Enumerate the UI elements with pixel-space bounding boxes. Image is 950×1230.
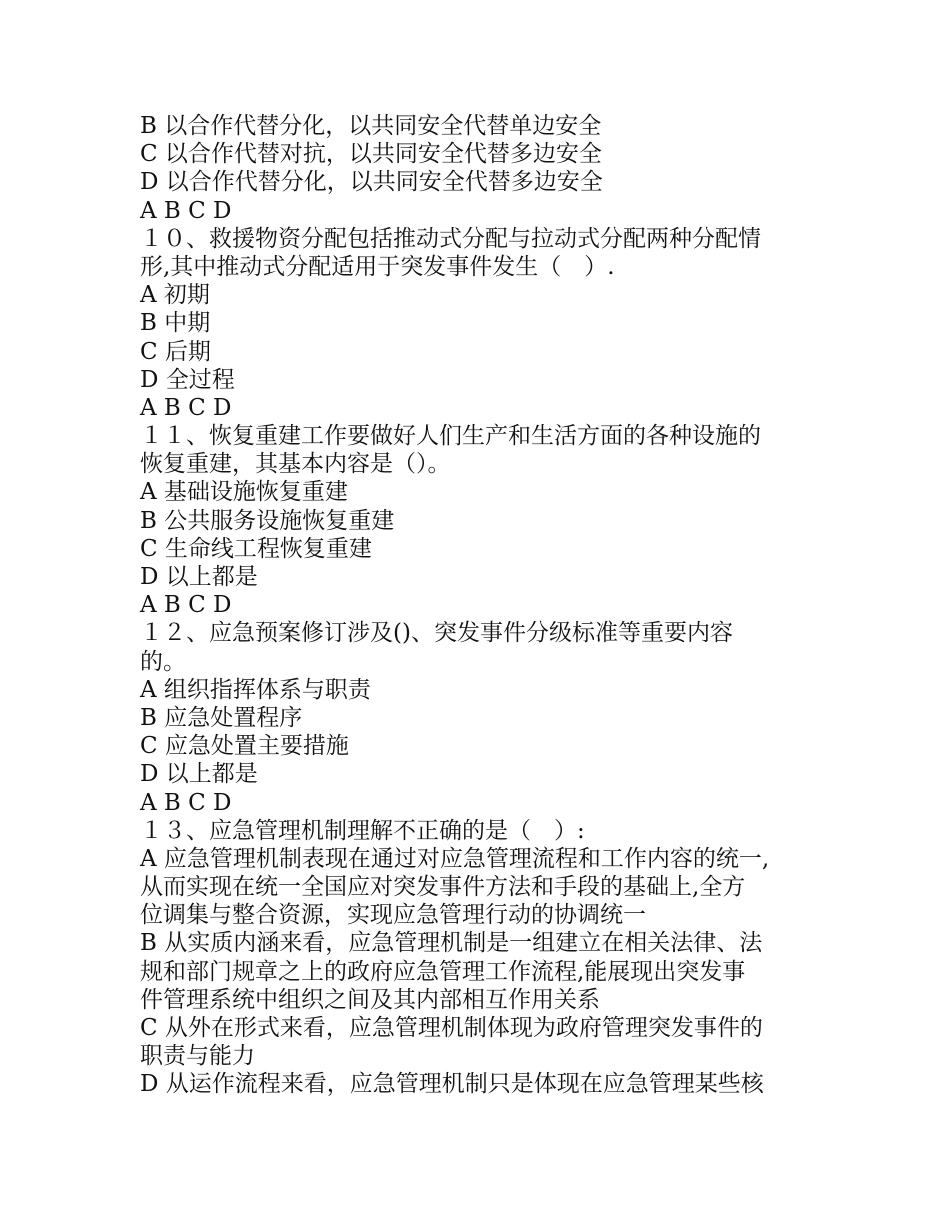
question-10: １０、救援物资分配包括推动式分配与拉动式分配两种分配情 <box>140 225 761 252</box>
option-line: C 生命线工程恢复重建 <box>140 535 372 562</box>
option-line: D 以上都是 <box>140 761 258 788</box>
option-line: B 公共服务设施恢复重建 <box>140 507 395 534</box>
option-line: B 应急处置程序 <box>140 704 303 731</box>
option-line: C 以合作代替对抗，以共同安全代替多边安全 <box>140 141 602 168</box>
question-13: １３、应急管理机制理解不正确的是（ ）: <box>140 817 585 844</box>
option-line: A 应急管理机制表现在通过对应急管理流程和工作内容的统一, <box>140 845 770 872</box>
option-line: C 后期 <box>140 338 211 365</box>
option-line: C 应急处置主要措施 <box>140 733 349 760</box>
question-10-cont: 形,其中推动式分配适用于突发事件发生（ ）. <box>140 253 615 280</box>
option-line: B 中期 <box>140 310 211 337</box>
answer-choices: A B C D <box>140 394 232 421</box>
question-12-cont: 的。 <box>140 648 186 675</box>
option-line: A 初期 <box>140 282 210 309</box>
option-line-cont: 位调集与整合资源，实现应急管理行动的协调统一 <box>140 902 646 929</box>
option-line: A 组织指挥体系与职责 <box>140 676 371 703</box>
answer-choices: A B C D <box>140 789 232 816</box>
option-line: B 以合作代替分化，以共同安全代替单边安全 <box>140 113 602 139</box>
option-line: D 以合作代替分化，以共同安全代替多边安全 <box>140 169 603 196</box>
question-11: １１、恢复重建工作要做好人们生产和生活方面的各种设施的 <box>140 423 761 450</box>
document-body <box>140 112 820 1099</box>
option-line-cont: 件管理系统中组织之间及其内部相互作用关系 <box>140 986 600 1013</box>
option-line: D 以上都是 <box>140 564 258 590</box>
option-line: B 从实质内涵来看，应急管理机制是一组建立在相关法律、法 <box>140 930 763 957</box>
question-12: １２、应急预案修订涉及()、突发事件分级标准等重要内容 <box>140 620 733 647</box>
option-line-cont: 职责与能力 <box>140 1043 255 1070</box>
answer-choices: A B C D <box>140 197 232 224</box>
option-line: A 基础设施恢复重建 <box>140 479 348 506</box>
option-line: D 全过程 <box>140 366 235 393</box>
option-line: C 从外在形式来看，应急管理机制体现为政府管理突发事件的 <box>140 1015 763 1041</box>
option-line-cont: 规和部门规章之上的政府应急管理工作流程,能展现出突发事 <box>140 958 746 985</box>
option-line-cont: 从而实现在统一全国应对突发事件方法和手段的基础上,全方 <box>140 874 746 901</box>
option-line: D 从运作流程来看，应急管理机制只是体现在应急管理某些核 <box>140 1071 764 1098</box>
question-11-cont: 恢复重建，其基本内容是（）。 <box>140 451 451 478</box>
answer-choices: A B C D <box>140 592 232 619</box>
